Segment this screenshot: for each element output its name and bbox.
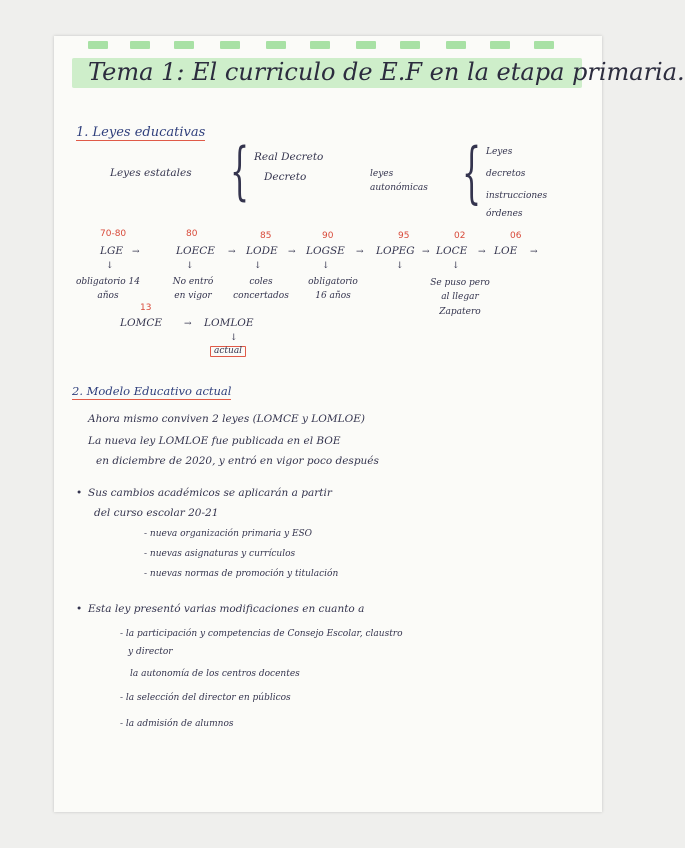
- law-note: No entró en vigor: [172, 277, 214, 301]
- arrow-right-icon: →: [422, 247, 430, 257]
- list-item: - nueva organización primaria y ESO: [144, 529, 313, 539]
- law-name: LOGSE: [306, 245, 345, 257]
- actual-badge: actual: [210, 346, 246, 357]
- arrow-right-icon: →: [288, 247, 296, 257]
- law-name: LGE: [100, 245, 124, 257]
- arrow-right-icon: →: [228, 247, 236, 257]
- arrow-down-icon: ↓: [254, 261, 262, 271]
- bullet-text: Sus cambios académicos se aplicarán a partir: [88, 487, 332, 499]
- list-item: - nuevas asignaturas y currículos: [144, 549, 296, 559]
- lomce-year: 13: [140, 303, 152, 313]
- bullet-icon: •: [76, 603, 83, 615]
- arrow-down-icon: ↓: [452, 261, 460, 271]
- law-year: 70-80: [100, 229, 127, 239]
- law-name: LOCE: [436, 245, 468, 257]
- page-title: Tema 1: El curriculo de E.F en la etapa primaria.: [88, 58, 685, 86]
- law-year: 02: [454, 231, 466, 241]
- bullet-text: Esta ley presentó varias modificaciones en cuanto a: [88, 603, 365, 615]
- arrow-right-icon: →: [184, 319, 192, 329]
- list-item: la autonomía de los centros docentes: [130, 669, 300, 679]
- law-name: LOECE: [176, 245, 215, 257]
- highlighter-marks: [88, 41, 578, 51]
- notebook-page: [54, 36, 685, 812]
- law-year: 85: [260, 231, 272, 241]
- arrow-down-icon: ↓: [322, 261, 330, 271]
- law-year: 95: [398, 231, 410, 241]
- arrow-right-icon: →: [356, 247, 364, 257]
- law-note: obligatorio 16 años: [308, 277, 358, 301]
- autonomicas-label: leyes autonómicas: [370, 169, 428, 193]
- arrow-right-icon: →: [530, 247, 538, 257]
- lomloe-label: LOMLOE: [204, 317, 254, 329]
- list-item: y director: [128, 647, 173, 657]
- autonomicas-item: instrucciones: [486, 191, 548, 201]
- arrow-down-icon: ↓: [396, 261, 404, 271]
- section1-heading: 1. Leyes educativas: [76, 125, 206, 140]
- brace-icon: {: [462, 135, 482, 213]
- estatales-label: Leyes estatales: [110, 167, 192, 179]
- list-item: - la admisión de alumnos: [120, 719, 234, 729]
- arrow-right-icon: →: [478, 247, 486, 257]
- bullet-icon: •: [76, 487, 83, 499]
- arrow-down-icon: ↓: [230, 333, 238, 343]
- paragraph-line: Ahora mismo conviven 2 leyes (LOMCE y LOMLOE): [88, 413, 365, 425]
- autonomicas-item: decretos: [486, 169, 526, 179]
- arrow-right-icon: →: [132, 247, 140, 257]
- lomce-label: LOMCE: [120, 317, 163, 329]
- list-item: - la participación y competencias de Consejo Escolar, claustro: [120, 629, 403, 639]
- paragraph-line: La nueva ley LOMLOE fue publicada en el BOE: [88, 435, 341, 447]
- law-year: 90: [322, 231, 334, 241]
- law-year: 80: [186, 229, 198, 239]
- law-note: coles concertados: [233, 277, 289, 301]
- list-item: - nuevas normas de promoción y titulación: [144, 569, 339, 579]
- estatales-item: Decreto: [264, 171, 307, 183]
- bullet-text: del curso escolar 20-21: [94, 507, 219, 519]
- section2-heading: 2. Modelo Educativo actual: [72, 384, 232, 398]
- law-note: obligatorio 14 años: [76, 277, 141, 301]
- brace-icon: {: [230, 135, 250, 210]
- autonomicas-item: órdenes: [486, 209, 523, 219]
- law-note: Se puso pero al llegar Zapatero: [430, 278, 490, 317]
- law-year: 06: [510, 231, 522, 241]
- arrow-down-icon: ↓: [186, 261, 194, 271]
- autonomicas-item: Leyes: [486, 147, 513, 157]
- list-item: - la selección del director en públicos: [120, 693, 291, 703]
- law-name: LODE: [246, 245, 278, 257]
- paragraph-line: en diciembre de 2020, y entró en vigor poco después: [96, 455, 379, 467]
- estatales-item: Real Decreto: [254, 151, 324, 163]
- arrow-down-icon: ↓: [106, 261, 114, 271]
- law-name: LOPEG: [376, 245, 415, 257]
- law-name: LOE: [494, 245, 518, 257]
